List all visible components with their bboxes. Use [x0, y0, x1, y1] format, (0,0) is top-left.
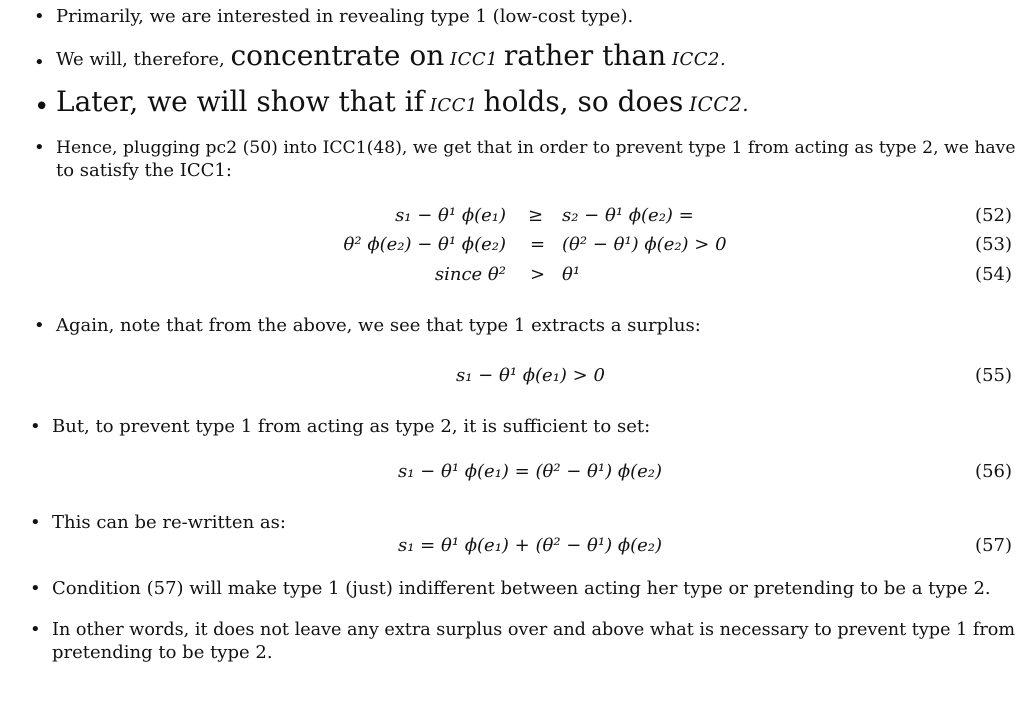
eq-57: s₁ = θ¹ ϕ(e₁) + (θ² − θ¹) ϕ(e₂)	[398, 535, 663, 556]
eq-52-lhs: s₁ − θ¹ ϕ(e₁)	[395, 205, 506, 226]
eq-57-number: (57)	[975, 535, 1012, 556]
bullet-3-dot: •	[34, 92, 50, 122]
bullet-4-line-2: to satisfy the ICC1:	[56, 160, 232, 181]
bullet-9-line-1: In other words, it does not leave any extra surplus over and above what is necessary to prevent type 1 from	[52, 620, 1016, 640]
bullet-1-dot: •	[34, 6, 45, 27]
eq-54-lhs: since θ²	[434, 264, 506, 285]
eq-54-op: >	[530, 264, 546, 285]
bullet-4-line-1: Hence, plugging pc2 (50) into ICC1(48), we get that in order to prevent type 1 from acting as type 2, we have	[56, 138, 1016, 158]
bullet-2-text	[56, 40, 726, 78]
bullet-3-large-2: holds, so does	[483, 85, 684, 118]
eq-53-op: =	[530, 234, 546, 255]
eq-54-number: (54)	[975, 264, 1012, 285]
bullet-8-dot: •	[30, 578, 41, 599]
bullet-3-large-1: Later, we will show that if	[56, 85, 424, 118]
bullet-2-large-2: rather than	[503, 39, 667, 72]
eq-53-lhs: θ² ϕ(e₂) − θ¹ ϕ(e₂)	[343, 234, 506, 255]
bullet-6-dot: •	[30, 416, 41, 437]
eq-53-rhs: (θ² − θ¹) ϕ(e₂) > 0	[562, 234, 727, 255]
bullet-1-text: Primarily, we are interested in revealing type 1 (low-cost type).	[56, 6, 634, 27]
eq-54-rhs: θ¹	[562, 264, 581, 285]
bullet-4-dot: •	[34, 137, 45, 158]
eq-56-number: (56)	[975, 461, 1012, 482]
eq-52-number: (52)	[975, 205, 1012, 226]
bullet-5-text: Again, note that from the above, we see that type 1 extracts a surplus:	[56, 315, 701, 336]
bullet-9-dot: •	[30, 619, 41, 640]
bullet-2-small: We will, therefore,	[56, 49, 225, 70]
eq-55: s₁ − θ¹ ϕ(e₁) > 0	[456, 365, 605, 386]
bullet-3-icc1: ICC1	[429, 95, 478, 116]
bullet-2-icc1: ICC1	[450, 49, 499, 70]
eq-56: s₁ − θ¹ ϕ(e₁) = (θ² − θ¹) ϕ(e₂)	[398, 461, 663, 482]
bullet-7-dot: •	[30, 512, 41, 533]
bullet-2-icc2: ICC2.	[671, 49, 727, 70]
eq-55-number: (55)	[975, 365, 1012, 386]
bullet-7-text: This can be re-written as:	[52, 512, 286, 533]
bullet-9-line-2: pretending to be type 2.	[52, 642, 273, 663]
eq-53-number: (53)	[975, 234, 1012, 255]
eq-52-rhs: s₂ − θ¹ ϕ(e₂) =	[562, 205, 694, 226]
bullet-3-icc2: ICC2.	[689, 92, 750, 116]
bullet-8-text: Condition (57) will make type 1 (just) indifferent between acting her type or pretending to be a type 2.	[52, 578, 991, 599]
bullet-6-text: But, to prevent type 1 from acting as type 2, it is sufficient to set:	[52, 416, 651, 437]
bullet-3-text	[56, 86, 749, 124]
eq-52-op: ≥	[528, 205, 544, 226]
bullet-5-dot: •	[34, 315, 45, 336]
bullet-2-dot: •	[34, 52, 45, 73]
bullet-2-large-1: concentrate on	[230, 39, 445, 72]
